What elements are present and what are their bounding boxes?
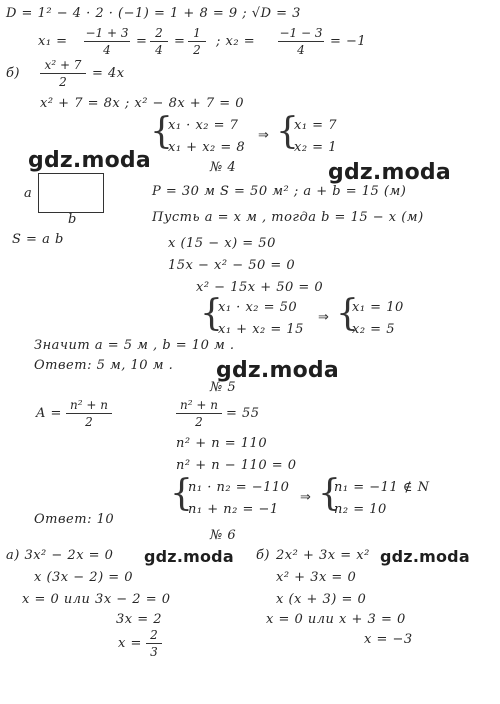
- vieta-product: x₁ · x₂ = 50: [218, 300, 298, 315]
- fraction-1-2: [188, 26, 206, 57]
- root-lhs: x =: [118, 636, 142, 651]
- let-statement: Пусть a = x м , тогда b = 15 − x (м): [152, 210, 424, 225]
- formula-a-lhs: A =: [36, 406, 62, 421]
- implies-arrow: ⇒: [258, 128, 269, 143]
- fraction-bar: [188, 41, 206, 42]
- fraction-x1: [84, 26, 130, 57]
- fraction-denominator: 2: [193, 43, 201, 57]
- roots-line: x = 0 или x + 3 = 0: [266, 612, 406, 627]
- fraction-numerator: 1: [193, 26, 201, 40]
- fraction-numerator: x² + 7: [44, 58, 82, 72]
- watermark: gdz.moda: [380, 547, 470, 566]
- equation-rhs: = 55: [226, 406, 260, 421]
- equation-line: n² + n = 110: [176, 436, 268, 451]
- implies-arrow: ⇒: [300, 490, 311, 505]
- factored-equation: x (x + 3) = 0: [276, 592, 367, 607]
- rect-side-a: a: [24, 186, 33, 201]
- problem-number: № 4: [210, 160, 237, 175]
- fraction-bar: [150, 41, 168, 42]
- equals-sign: =: [136, 34, 148, 49]
- rectangle-diagram: [38, 173, 104, 213]
- fraction-numerator: n² + n: [180, 398, 218, 412]
- equation-line: x² + 7 = 8x ; x² − 8x + 7 = 0: [40, 96, 245, 111]
- answer-line: Ответ: 5 м, 10 м .: [34, 358, 174, 373]
- root-x2: x₂ = 5: [352, 322, 395, 337]
- rect-side-b: b: [68, 212, 77, 227]
- fraction-a2: [176, 398, 222, 429]
- watermark: gdz.moda: [28, 148, 151, 173]
- fraction-numerator: n² + n: [70, 398, 108, 412]
- x2-value: = −1: [330, 34, 367, 49]
- watermark: gdz.moda: [144, 547, 234, 566]
- system-brace: {: [276, 111, 299, 152]
- fraction-numerator: −1 + 3: [85, 26, 129, 40]
- implies-arrow: ⇒: [318, 310, 329, 325]
- fraction-2-3: [146, 628, 162, 659]
- root-n1: n₁ = −11 ∉ N: [334, 480, 430, 495]
- part-b-rhs: = 4x: [92, 66, 125, 81]
- fraction-numerator: 2: [150, 628, 158, 642]
- equation-line: n² + n − 110 = 0: [176, 458, 297, 473]
- equation-line: x² + 3x = 0: [276, 570, 357, 585]
- fraction-bar: [84, 41, 130, 42]
- system-brace: {: [200, 293, 223, 334]
- system-brace: {: [318, 473, 341, 514]
- discriminant-line: D = 1² − 4 · 2 · (−1) = 1 + 8 = 9 ; √D = 3: [6, 6, 301, 21]
- fraction-denominator: 2: [85, 415, 93, 429]
- vieta-sum: x₁ + x₂ = 8: [168, 140, 246, 155]
- fraction-x2: [278, 26, 324, 57]
- equation-line: 15x − x² − 50 = 0: [168, 258, 296, 273]
- given-values: P = 30 м S = 50 м² ; a + b = 15 (м): [152, 184, 407, 199]
- conclusion-line: Значит a = 5 м , b = 10 м .: [34, 338, 235, 353]
- factored-equation: x (3x − 2) = 0: [34, 570, 134, 585]
- fraction-bar: [176, 413, 222, 414]
- vieta-sum: x₁ + x₂ = 15: [218, 322, 304, 337]
- root-x1: x₁ = 7: [294, 118, 337, 133]
- vieta-sum: n₁ + n₂ = −1: [188, 502, 279, 517]
- fraction-bar: [278, 41, 324, 42]
- fraction-denominator: 4: [155, 43, 163, 57]
- part-b-label: б): [6, 66, 21, 81]
- part-b-label: б): [256, 548, 271, 563]
- system-brace: {: [336, 293, 359, 334]
- root-x2: x₂ = 1: [294, 140, 337, 155]
- equals-sign: =: [174, 34, 186, 49]
- equation-line: x (15 − x) = 50: [168, 236, 276, 251]
- vieta-product: x₁ · x₂ = 7: [168, 118, 239, 133]
- root-n2: n₂ = 10: [334, 502, 387, 517]
- fraction-denominator: 3: [150, 645, 158, 659]
- vieta-product: n₁ · n₂ = −110: [188, 480, 290, 495]
- part-b-equation: 2x² + 3x = x²: [276, 548, 370, 563]
- fraction-a: [66, 398, 112, 429]
- problem-number: № 5: [210, 380, 237, 395]
- problem-number: № 6: [210, 528, 237, 543]
- watermark: gdz.moda: [216, 358, 339, 383]
- root-x1: x₁ = 10: [352, 300, 404, 315]
- fraction-denominator: 2: [195, 415, 203, 429]
- fraction-bar: [40, 73, 86, 74]
- answer-line: Ответ: 10: [34, 512, 115, 527]
- system-brace: {: [170, 473, 193, 514]
- roots-line: x = 0 или 3x − 2 = 0: [22, 592, 171, 607]
- x1-label: x₁ =: [38, 34, 68, 49]
- fraction-denominator: 2: [59, 75, 67, 89]
- watermark: gdz.moda: [328, 160, 451, 185]
- fraction-numerator: −1 − 3: [279, 26, 323, 40]
- fraction-denominator: 4: [297, 43, 305, 57]
- root-value: x = −3: [364, 632, 413, 647]
- system-brace: {: [150, 111, 173, 152]
- fraction-b: [40, 58, 86, 89]
- fraction-2-4: [150, 26, 168, 57]
- equation-line: x² − 15x + 50 = 0: [196, 280, 324, 295]
- fraction-bar: [66, 413, 112, 414]
- x2-label: ; x₂ =: [216, 34, 256, 49]
- area-formula: S = a b: [12, 232, 64, 247]
- part-a-equation: а) 3x² − 2x = 0: [6, 548, 114, 563]
- fraction-denominator: 4: [103, 43, 111, 57]
- fraction-numerator: 2: [155, 26, 163, 40]
- equation-line: 3x = 2: [116, 612, 163, 627]
- fraction-bar: [146, 643, 162, 644]
